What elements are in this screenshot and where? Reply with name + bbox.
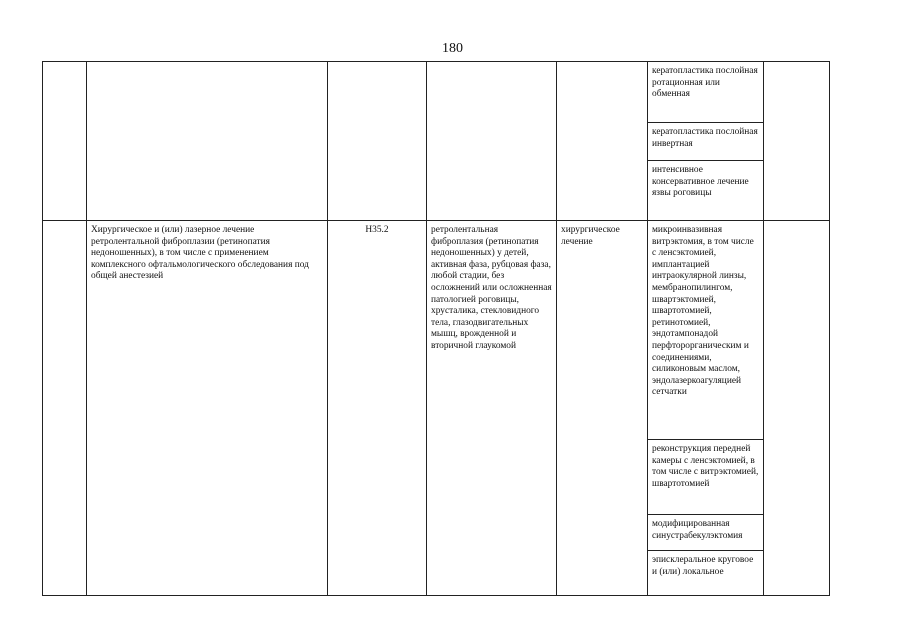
- page-number: 180: [442, 41, 463, 56]
- method-cell: кератопластика послойная инвертная: [648, 123, 764, 161]
- medical-procedures-table: [42, 61, 830, 596]
- cost-cell: [764, 62, 830, 221]
- method-cell: интенсивное консервативное лечение язвы роговицы: [648, 161, 764, 221]
- code-cell: H35.2: [328, 221, 427, 596]
- description-cell: Хирургическое и (или) лазерное лечение ретролентальной фиброплазии (ретинопатия недоношенных), в том числе с применением комплексного офтальмологического обследования под общей анестезией: [87, 221, 328, 596]
- method-cell: кератопластика послойная ротационная или обменная: [648, 62, 764, 123]
- patient-model-cell: ретролентальная фиброплазия (ретинопатия недоношенных) у детей, активная фаза, рубцовая фаза, любой стадии, без осложнений или осложненная патологией роговицы, хрусталика, стекловидного тела, глазодвигательных мышц, врожденной и вторичной глаукомой: [427, 221, 557, 596]
- treatment-type-cell: [557, 62, 648, 221]
- number-cell: [43, 62, 87, 221]
- table-row: [43, 62, 830, 123]
- patient-model-cell: [427, 62, 557, 221]
- treatment-type-cell: хирургическое лечение: [557, 221, 648, 596]
- cost-cell: [764, 221, 830, 596]
- description-cell: [87, 62, 328, 221]
- number-cell: [43, 221, 87, 596]
- method-cell: эписклеральное круговое и (или) локальное: [648, 551, 764, 596]
- table-row: [43, 221, 830, 440]
- method-cell: микроинвазивная витрэктомия, в том числе с ленсэктомией, имплантацией интраокулярной линзы, мембранопилингом, швартэктомией, швартотомией, ретинотомией, эндотампонадой перфторорганическим и соединениями, силиконовым маслом, эндолазеркоагуляцией сетчатки: [648, 221, 764, 440]
- method-cell: реконструкция передней камеры с ленсэктомией, в том числе с витрэктомией, швартотомией: [648, 440, 764, 515]
- code-cell: [328, 62, 427, 221]
- method-cell: модифицированная синустрабекулэктомия: [648, 515, 764, 551]
